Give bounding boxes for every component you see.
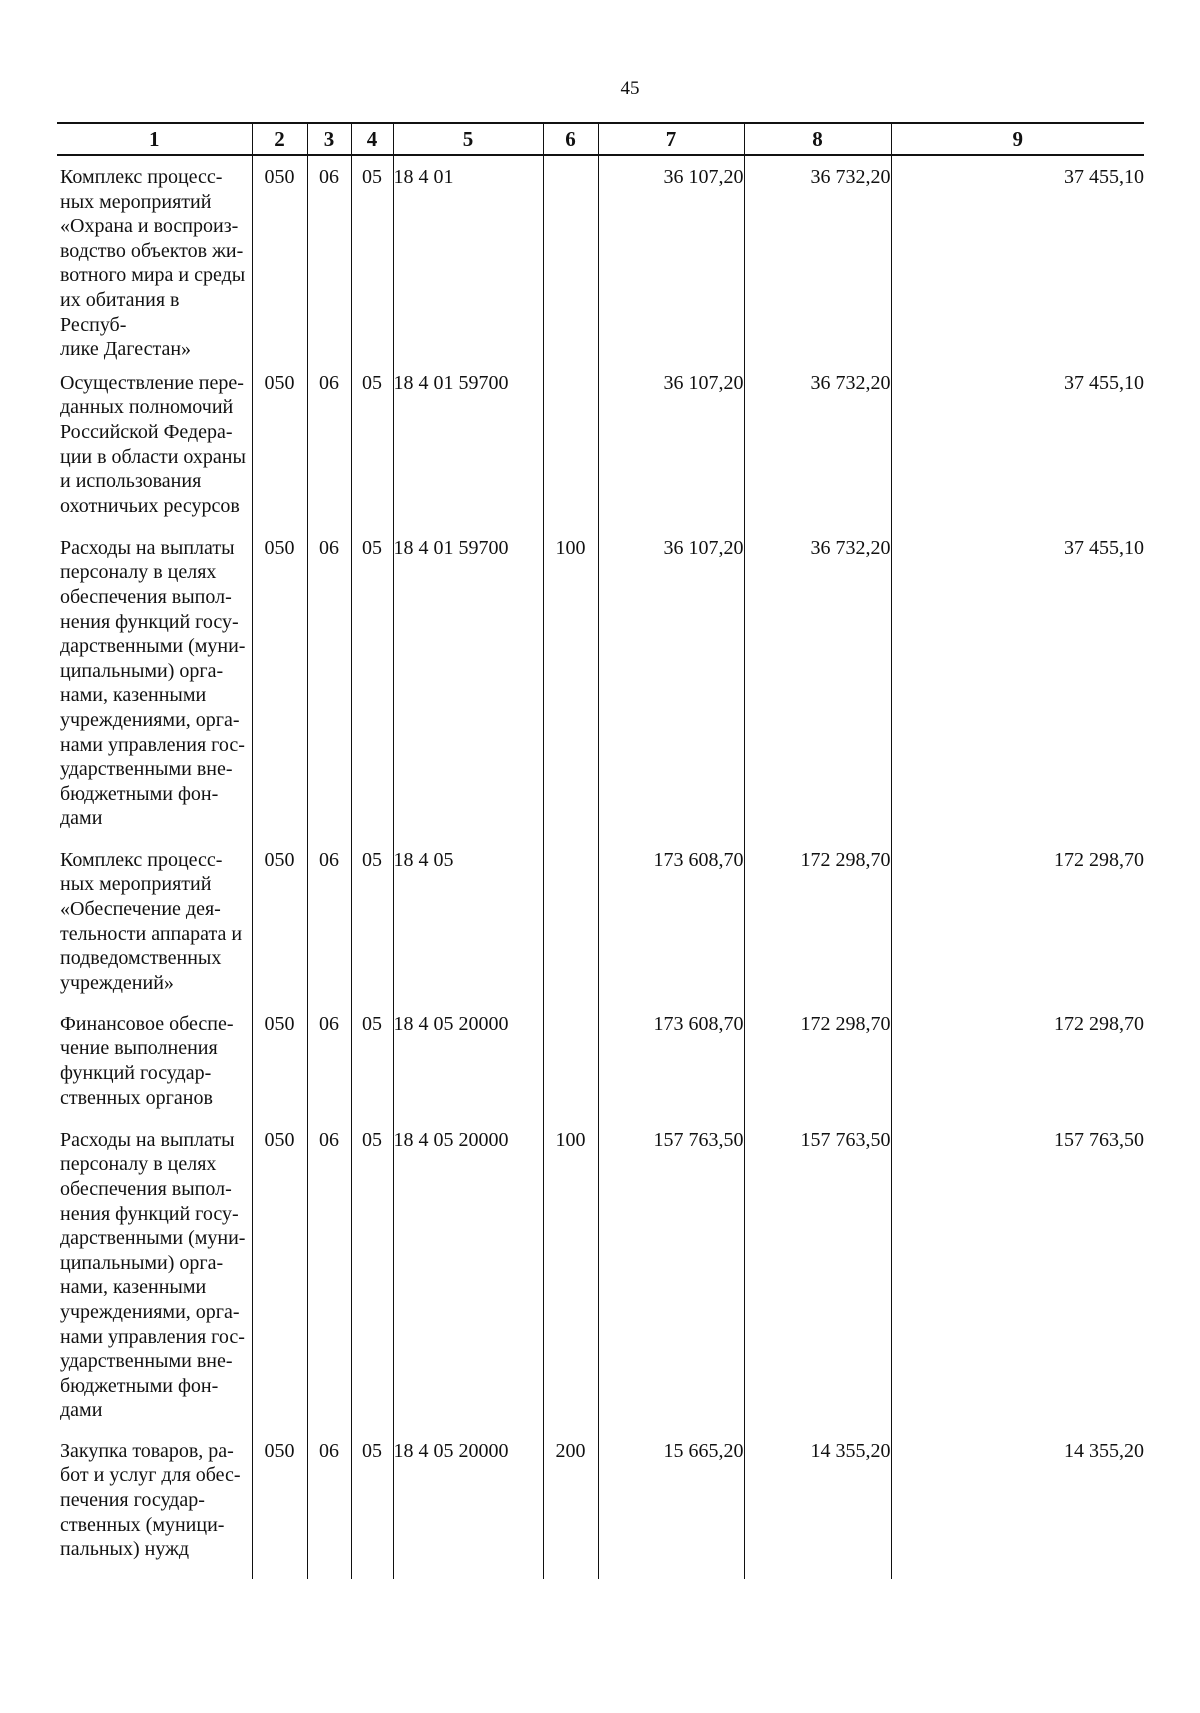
amount-col9-cell: 37 455,10 — [891, 362, 1144, 527]
target-article-cell: 18 4 01 59700 — [393, 362, 543, 527]
item-name: Расходы на выплаты персоналу в целях обеспечения выпол- нения функций госу- дарственными (муни- ципальными) орга- нами, казенными учреждениями, орга- нами управления гос- ударственными вне- бюджетными фон- дами — [60, 536, 246, 830]
section-code-cell: 06 — [307, 1003, 351, 1119]
column-header: 2 — [252, 123, 307, 155]
header-row — [57, 123, 1144, 155]
ministry-code-cell: 050 — [252, 1119, 307, 1430]
item-name-cell — [57, 362, 252, 527]
target-article-cell: 18 4 05 20000 — [393, 1430, 543, 1579]
column-header: 9 — [891, 123, 1144, 155]
ministry-code-cell: 050 — [252, 1003, 307, 1119]
amount-col9-cell: 172 298,70 — [891, 1003, 1144, 1119]
column-header: 8 — [744, 123, 891, 155]
item-name-cell — [57, 1003, 252, 1119]
table-row — [57, 527, 1144, 839]
amount-col8-cell: 36 732,20 — [744, 362, 891, 527]
amount-col9-cell: 172 298,70 — [891, 839, 1144, 1003]
target-article-cell: 18 4 05 20000 — [393, 1003, 543, 1119]
expense-type-cell — [543, 155, 598, 362]
expense-type-cell: 200 — [543, 1430, 598, 1579]
ministry-code-cell: 050 — [252, 839, 307, 1003]
item-name-cell — [57, 155, 252, 362]
item-name: Расходы на выплаты персоналу в целях обеспечения выпол- нения функций госу- дарственными (муни- ципальными) орга- нами, казенными учреждениями, орга- нами управления гос- ударственными вне- бюджетными фон- дами — [60, 1128, 246, 1422]
column-header: 7 — [598, 123, 744, 155]
ministry-code-cell: 050 — [252, 362, 307, 527]
table-row — [57, 362, 1144, 527]
ministry-code-cell: 050 — [252, 527, 307, 839]
expense-type-cell — [543, 1003, 598, 1119]
table-row — [57, 155, 1144, 362]
amount-col7-cell: 173 608,70 — [598, 839, 744, 1003]
expense-type-cell — [543, 362, 598, 527]
amount-col8-cell: 172 298,70 — [744, 839, 891, 1003]
table-row — [57, 1003, 1144, 1119]
subsection-code-cell: 05 — [351, 362, 393, 527]
amount-col9-cell: 37 455,10 — [891, 155, 1144, 362]
section-code-cell: 06 — [307, 1119, 351, 1430]
table-row — [57, 1119, 1144, 1430]
section-code-cell: 06 — [307, 155, 351, 362]
item-name-cell — [57, 527, 252, 839]
section-code-cell: 06 — [307, 1430, 351, 1579]
column-header: 1 — [57, 123, 252, 155]
subsection-code-cell: 05 — [351, 1003, 393, 1119]
amount-col7-cell: 157 763,50 — [598, 1119, 744, 1430]
subsection-code-cell: 05 — [351, 527, 393, 839]
item-name: Финансовое обеспе- чение выполнения функций государ- ственных органов — [60, 1012, 234, 1109]
section-code-cell: 06 — [307, 839, 351, 1003]
target-article-cell: 18 4 01 59700 — [393, 527, 543, 839]
item-name-cell — [57, 839, 252, 1003]
amount-col8-cell: 14 355,20 — [744, 1430, 891, 1579]
section-code-cell: 06 — [307, 362, 351, 527]
item-name: Комплекс процесс- ных мероприятий «Обеспечение дея- тельности аппарата и подведомственных учреждений» — [60, 848, 243, 994]
amount-col8-cell: 36 732,20 — [744, 527, 891, 839]
amount-col9-cell: 157 763,50 — [891, 1119, 1144, 1430]
expense-type-cell — [543, 839, 598, 1003]
expense-type-cell: 100 — [543, 1119, 598, 1430]
column-header: 4 — [351, 123, 393, 155]
subsection-code-cell: 05 — [351, 1430, 393, 1579]
target-article-cell: 18 4 01 — [393, 155, 543, 362]
amount-col8-cell: 36 732,20 — [744, 155, 891, 362]
ministry-code-cell: 050 — [252, 155, 307, 362]
budget-table — [57, 122, 1144, 1579]
item-name-cell — [57, 1430, 252, 1579]
amount-col8-cell: 172 298,70 — [744, 1003, 891, 1119]
subsection-code-cell: 05 — [351, 839, 393, 1003]
item-name-cell — [57, 1119, 252, 1430]
ministry-code-cell: 050 — [252, 1430, 307, 1579]
amount-col7-cell: 36 107,20 — [598, 527, 744, 839]
column-header: 6 — [543, 123, 598, 155]
expense-type-cell: 100 — [543, 527, 598, 839]
column-header: 5 — [393, 123, 543, 155]
amount-col7-cell: 36 107,20 — [598, 362, 744, 527]
section-code-cell: 06 — [307, 527, 351, 839]
item-name: Комплекс процесс- ных мероприятий «Охрана и воспроиз- водство объектов жи- вотного мира и среды их обитания в Респуб- лике Дагестан» — [60, 166, 246, 361]
target-article-cell: 18 4 05 — [393, 839, 543, 1003]
column-header: 3 — [307, 123, 351, 155]
item-name: Осуществление пере- данных полномочий Российской Федера- ции в области охраны и использования охотничьих ресурсов — [60, 371, 246, 517]
subsection-code-cell: 05 — [351, 1119, 393, 1430]
amount-col9-cell: 14 355,20 — [891, 1430, 1144, 1579]
table-row — [57, 1430, 1144, 1579]
amount-col7-cell: 15 665,20 — [598, 1430, 744, 1579]
table-row — [57, 839, 1144, 1003]
amount-col8-cell: 157 763,50 — [744, 1119, 891, 1430]
target-article-cell: 18 4 05 20000 — [393, 1119, 543, 1430]
subsection-code-cell: 05 — [351, 155, 393, 362]
amount-col7-cell: 173 608,70 — [598, 1003, 744, 1119]
amount-col7-cell: 36 107,20 — [598, 155, 744, 362]
item-name: Закупка товаров, ра- бот и услуг для обес- печения государ- ственных (муници- пальных) нужд — [60, 1439, 241, 1561]
page-number: 45 — [620, 78, 640, 99]
amount-col9-cell: 37 455,10 — [891, 527, 1144, 839]
